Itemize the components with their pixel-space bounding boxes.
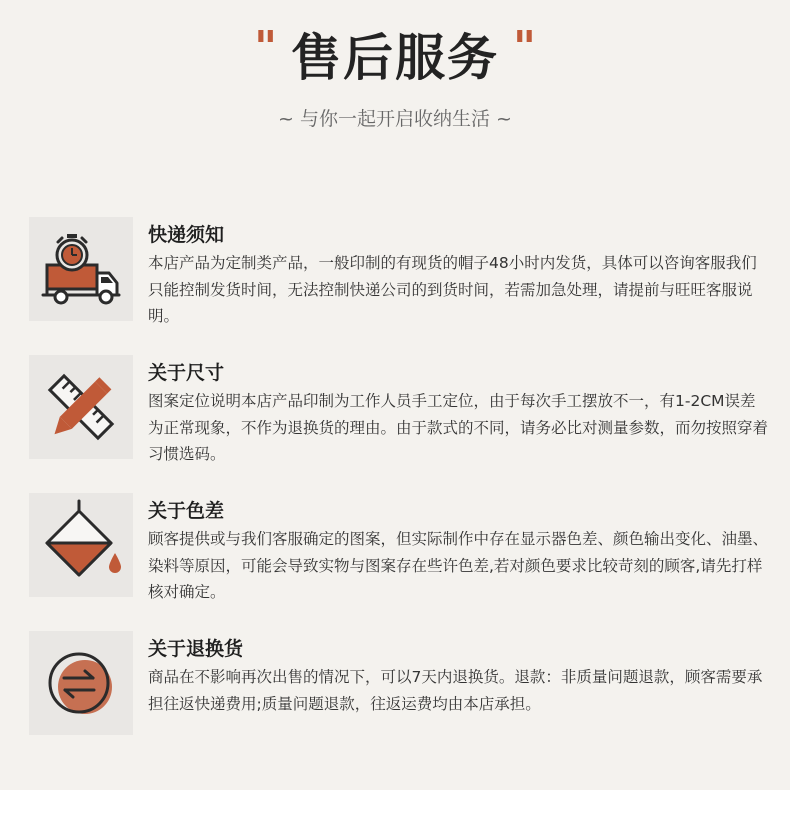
paint-bucket-icon bbox=[29, 493, 133, 597]
close-quote-mark: " bbox=[513, 22, 536, 73]
section-returns bbox=[29, 631, 764, 735]
section-delivery-body: 本店产品为定制类产品，一般印制的有现货的帽子48小时内发货，具体可以咨询客服我们只能控制发货时间，无法控制快递公司的到货时间，若需加急处理，请提前与旺旺客服说明。 bbox=[148, 254, 757, 325]
section-color-body: 顾客提供或与我们客服确定的图案，但实际制作中存在显示器色差、颜色输出变化、油墨、染料等原因，可能会导致实物与图案存在些许色差,若对颜色要求比较苛刻的顾客,请先打样核对确定。 bbox=[148, 530, 769, 601]
page-title: 售后服务 bbox=[291, 29, 499, 87]
section-delivery-title: 快递须知 bbox=[148, 224, 225, 246]
section-returns-body: 商品在不影响再次出售的情况下，可以7天内退换货。退款：非质量问题退款，顾客需要承担往返快递费用;质量问题退款，往返运费均由本店承担。 bbox=[148, 668, 763, 713]
delivery-truck-stopwatch-icon bbox=[29, 217, 133, 321]
section-size-title: 关于尺寸 bbox=[148, 362, 225, 384]
section-size-body: 图案定位说明本店产品印制为工作人员手工定位，由于每次手工摆放不一，有1-2CM误差为正常现象，不作为退换货的理由。由于款式的不同，请务必比对测量参数，而勿按照穿着习惯选码。 bbox=[148, 392, 769, 463]
section-delivery-text bbox=[148, 221, 768, 330]
section-delivery bbox=[29, 217, 764, 325]
ruler-pencil-icon bbox=[29, 355, 133, 459]
open-quote-mark: " bbox=[254, 22, 277, 73]
section-size-text bbox=[148, 359, 768, 468]
section-color-text bbox=[148, 497, 768, 606]
section-size bbox=[29, 355, 769, 463]
section-returns-text bbox=[148, 635, 768, 717]
title-row bbox=[0, 24, 790, 96]
section-color-title: 关于色差 bbox=[148, 500, 225, 522]
header bbox=[0, 24, 790, 132]
section-returns-title: 关于退换货 bbox=[148, 638, 244, 660]
section-color bbox=[29, 493, 769, 601]
exchange-arrows-icon bbox=[29, 631, 133, 735]
page-subtitle: ~ 与你一起开启收纳生活 ~ bbox=[278, 108, 512, 130]
